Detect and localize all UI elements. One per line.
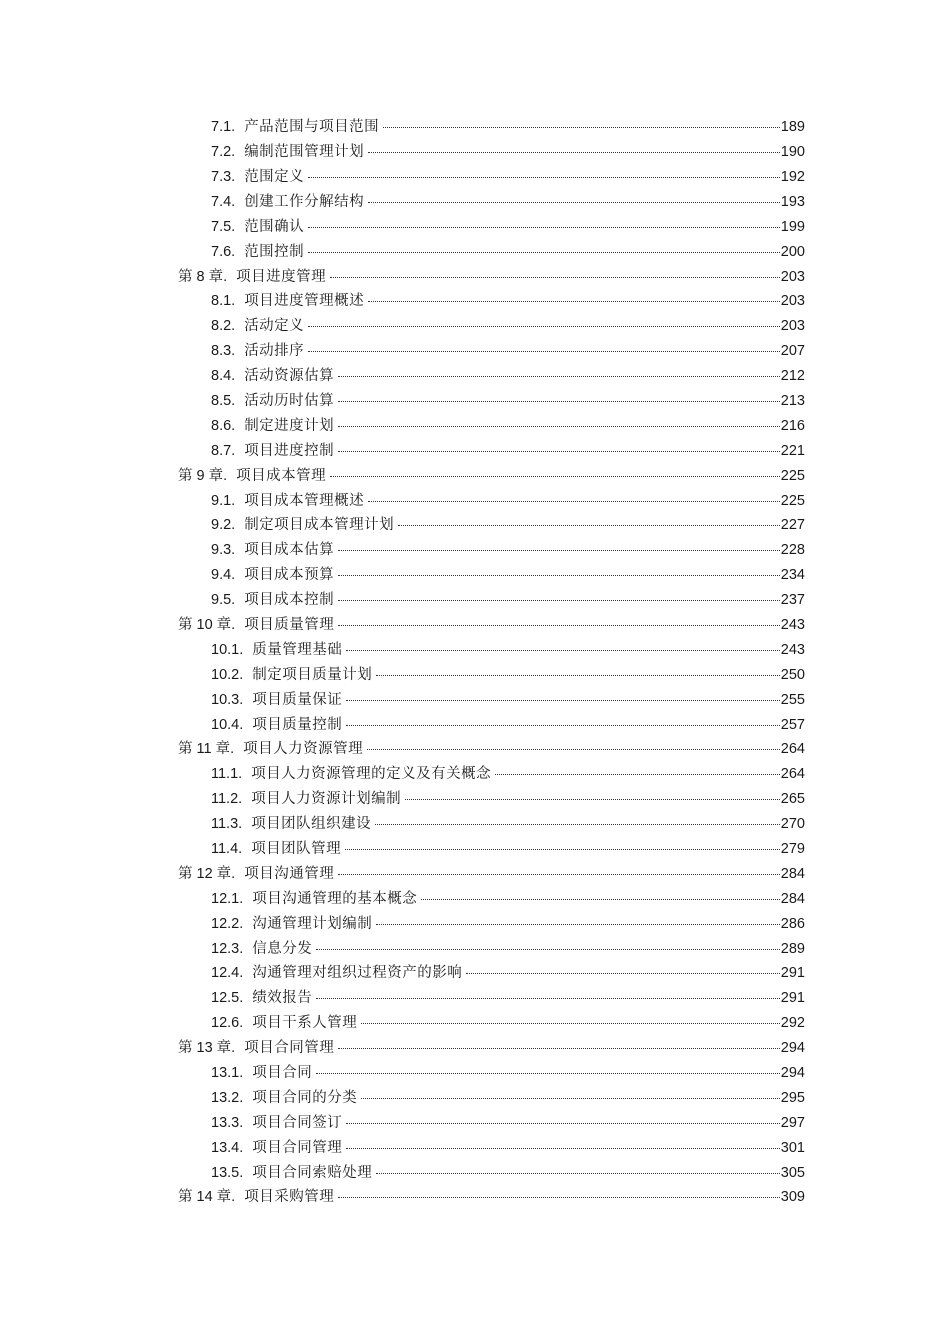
- dot-leader: [338, 1197, 780, 1198]
- toc-entry-page-number: 203: [780, 268, 805, 285]
- toc-entry-inner: [211, 892, 950, 907]
- toc-entry-number: 8.3.: [211, 343, 236, 360]
- toc-section-entry[interactable]: [0, 712, 950, 737]
- dot-leader: [338, 376, 780, 377]
- toc-entry-title: 范围确认: [244, 218, 305, 235]
- toc-entry-inner: [211, 369, 950, 384]
- toc-chapter-entry[interactable]: [0, 862, 950, 887]
- toc-entry-page-number: 284: [780, 890, 805, 907]
- toc-section-entry[interactable]: [0, 239, 950, 264]
- toc-entry-number: 13.1.: [211, 1065, 244, 1082]
- toc-entry-inner: [211, 394, 950, 409]
- toc-entry-inner: [211, 1116, 950, 1131]
- toc-section-entry[interactable]: [0, 115, 950, 140]
- toc-entry-number: 7.5.: [211, 218, 236, 235]
- toc-section-entry[interactable]: [0, 364, 950, 389]
- toc-section-entry[interactable]: [0, 414, 950, 439]
- toc-entry-inner: [211, 1091, 950, 1106]
- toc-entry-page-number: 203: [780, 318, 805, 335]
- toc-entry-inner: [211, 294, 950, 309]
- dot-leader: [338, 874, 780, 875]
- toc-entry-title: 编制范围管理计划: [244, 144, 365, 161]
- toc-entry-title: 范围定义: [244, 168, 305, 185]
- dot-leader: [376, 1173, 780, 1174]
- toc-section-entry[interactable]: [0, 961, 950, 986]
- dot-leader: [338, 426, 780, 427]
- toc-entry-title: 活动排序: [244, 343, 305, 360]
- toc-entry-number: 12.2.: [211, 915, 244, 932]
- toc-entry-title: 项目合同管理: [252, 1139, 343, 1156]
- toc-entry-page-number: 199: [780, 218, 805, 235]
- toc-entry-inner: [178, 1041, 950, 1056]
- toc-entry-number: 7.1.: [211, 119, 236, 136]
- toc-entry-page-number: 279: [780, 841, 805, 858]
- dot-leader: [367, 749, 780, 750]
- toc-entry-page-number: 207: [780, 343, 805, 360]
- toc-entry-page-number: 189: [780, 119, 805, 136]
- toc-section-entry[interactable]: [0, 339, 950, 364]
- toc-entry-inner: [211, 518, 950, 533]
- toc-entry-number: 13.3.: [211, 1114, 244, 1131]
- toc-entry-number: 9.3.: [211, 542, 236, 559]
- toc-entry-number: 第 12 章.: [178, 865, 236, 882]
- toc-section-entry[interactable]: [0, 563, 950, 588]
- toc-section-entry[interactable]: [0, 190, 950, 215]
- toc-entry-page-number: 228: [780, 542, 805, 559]
- toc-section-entry[interactable]: [0, 314, 950, 339]
- toc-section-entry[interactable]: [0, 837, 950, 862]
- toc-entry-page-number: 265: [780, 791, 805, 808]
- toc-entry-title: 项目质量管理: [244, 617, 335, 633]
- toc-entry-inner: [178, 867, 950, 882]
- toc-entry-number: 12.5.: [211, 990, 244, 1007]
- toc-entry-page-number: 264: [780, 766, 805, 783]
- toc-entry-title: 项目沟通管理: [244, 865, 335, 882]
- dot-leader: [330, 277, 780, 278]
- toc-entry-inner: [211, 494, 950, 509]
- toc-section-entry[interactable]: [0, 812, 950, 837]
- toc-chapter-entry[interactable]: [0, 463, 950, 488]
- toc-entry-number: 12.6.: [211, 1015, 244, 1032]
- toc-entry-title: 项目干系人管理: [252, 1015, 358, 1032]
- toc-entry-inner: [211, 195, 950, 210]
- toc-entry-page-number: 237: [780, 592, 805, 609]
- toc-section-entry[interactable]: [0, 439, 950, 464]
- toc-section-entry[interactable]: [0, 787, 950, 812]
- toc-entry-title: 项目成本控制: [244, 592, 335, 609]
- toc-entry-number: 9.1.: [211, 492, 236, 509]
- toc-entry-inner: [211, 245, 950, 260]
- toc-entry-title: 项目团队管理: [251, 841, 342, 858]
- toc-entry-number: 9.4.: [211, 567, 236, 584]
- toc-entry-title: 创建工作分解结构: [244, 193, 365, 210]
- toc-chapter-entry[interactable]: [0, 264, 950, 289]
- toc-section-entry[interactable]: [0, 488, 950, 513]
- toc-entry-title: 产品范围与项目范围: [244, 119, 380, 136]
- toc-entry-title: 项目成本管理: [236, 467, 327, 484]
- toc-entry-inner: [178, 742, 950, 757]
- toc-entry-title: 活动历时估算: [244, 392, 335, 409]
- toc-section-entry[interactable]: [0, 687, 950, 712]
- toc-entry-page-number: 250: [780, 666, 805, 683]
- toc-entry-page-number: 225: [780, 492, 805, 509]
- toc-entry-number: 12.1.: [211, 890, 244, 907]
- toc-entry-inner: [211, 942, 950, 957]
- dot-leader: [345, 849, 780, 850]
- toc-entry-inner: [211, 319, 950, 334]
- toc-entry-number: 8.4.: [211, 368, 236, 385]
- toc-entry-title: 制定项目成本管理计划: [244, 517, 395, 534]
- toc-entry-page-number: 190: [780, 144, 805, 161]
- toc-entry-inner: [211, 643, 950, 658]
- toc-entry-title: 项目质量控制: [252, 716, 343, 733]
- dot-leader: [316, 998, 780, 999]
- toc-chapter-entry[interactable]: [0, 737, 950, 762]
- dot-leader: [368, 501, 780, 502]
- toc-entry-inner: [211, 1166, 950, 1181]
- toc-entry-number: 12.3.: [211, 940, 244, 957]
- toc-entry-title: 活动资源估算: [244, 368, 335, 385]
- toc-entry-inner: [211, 1141, 950, 1156]
- toc-section-entry[interactable]: [0, 1160, 950, 1185]
- toc-entry-inner: [211, 1066, 950, 1081]
- dot-leader: [495, 774, 780, 775]
- toc-entry-inner: [211, 120, 950, 135]
- toc-section-entry[interactable]: [0, 638, 950, 663]
- toc-section-entry[interactable]: [0, 215, 950, 240]
- toc-entry-title: 质量管理基础: [252, 641, 343, 658]
- toc-entry-title: 项目人力资源管理: [243, 741, 364, 758]
- toc-entry-inner: [211, 991, 950, 1006]
- toc-entry-number: 第 11 章.: [178, 741, 235, 758]
- toc-entry-page-number: 291: [780, 990, 805, 1007]
- toc-entry-title: 项目采购管理: [244, 1189, 335, 1206]
- toc-entry-inner: [178, 270, 950, 285]
- toc-entry-title: 项目人力资源计划编制: [251, 791, 402, 808]
- dot-leader: [346, 1123, 780, 1124]
- toc-section-entry[interactable]: [0, 140, 950, 165]
- toc-entry-title: 绩效报告: [252, 990, 313, 1007]
- toc-entry-page-number: 294: [780, 1040, 805, 1057]
- toc-section-entry[interactable]: [0, 1086, 950, 1111]
- toc-entry-number: 11.1.: [211, 766, 243, 783]
- dot-leader: [316, 949, 780, 950]
- toc-entry-inner: [211, 145, 950, 160]
- toc-entry-page-number: 286: [780, 915, 805, 932]
- toc-entry-number: 10.2.: [211, 666, 244, 683]
- toc-entry-number: 第 10 章.: [178, 617, 236, 633]
- toc-entry-page-number: 216: [780, 417, 805, 434]
- toc-entry-page-number: 284: [780, 865, 805, 882]
- dot-leader: [405, 799, 780, 800]
- toc-entry-title: 项目合同: [252, 1065, 313, 1082]
- toc-entry-number: 13.4.: [211, 1139, 244, 1156]
- toc-entry-number: 9.2.: [211, 517, 236, 534]
- toc-entry-page-number: 225: [780, 467, 805, 484]
- dot-leader: [361, 1098, 780, 1099]
- toc-section-entry[interactable]: [0, 513, 950, 538]
- toc-chapter-entry[interactable]: [0, 1036, 950, 1061]
- toc-entry-number: 7.4.: [211, 193, 236, 210]
- toc-entry-number: 8.5.: [211, 392, 236, 409]
- toc-entry-inner: [211, 817, 950, 832]
- toc-entry-number: 7.6.: [211, 243, 236, 260]
- toc-entry-page-number: 193: [780, 193, 805, 210]
- toc-section-entry[interactable]: [0, 588, 950, 613]
- dot-leader: [346, 1148, 780, 1149]
- toc-entry-page-number: 270: [780, 816, 805, 833]
- dot-leader: [330, 476, 780, 477]
- toc-entry-number: 13.5.: [211, 1164, 244, 1181]
- toc-entry-title: 项目进度管理概述: [244, 293, 365, 310]
- toc-entry-number: 8.2.: [211, 318, 236, 335]
- toc-entry-inner: [211, 419, 950, 434]
- toc-entry-inner: [211, 220, 950, 235]
- toc-entry-page-number: 291: [780, 965, 805, 982]
- toc-entry-title: 制定项目质量计划: [252, 666, 373, 683]
- toc-entry-title: 项目进度控制: [244, 442, 335, 459]
- toc-entry-number: 第 9 章.: [178, 467, 228, 484]
- toc-entry-number: 13.2.: [211, 1089, 244, 1106]
- toc-section-entry[interactable]: [0, 762, 950, 787]
- toc-entry-title: 项目质量保证: [252, 691, 343, 708]
- dot-leader: [375, 824, 780, 825]
- toc-section-entry[interactable]: [0, 663, 950, 688]
- table-of-contents: [0, 115, 950, 1210]
- toc-entry-inner: [211, 718, 950, 733]
- toc-section-entry[interactable]: [0, 165, 950, 190]
- toc-entry-page-number: 200: [780, 243, 805, 260]
- toc-entry-title: 信息分发: [252, 940, 313, 957]
- dot-leader: [316, 1073, 780, 1074]
- toc-entry-title: 项目成本预算: [244, 567, 335, 584]
- toc-entry-inner: [211, 792, 950, 807]
- toc-section-entry[interactable]: [0, 389, 950, 414]
- toc-section-entry[interactable]: [0, 986, 950, 1011]
- toc-section-entry[interactable]: [0, 538, 950, 563]
- dot-leader: [338, 600, 780, 601]
- dot-leader: [338, 451, 780, 452]
- dot-leader: [346, 725, 780, 726]
- dot-leader: [346, 650, 780, 651]
- toc-entry-number: 7.3.: [211, 168, 236, 185]
- dot-leader: [376, 924, 780, 925]
- toc-entry-number: 11.2.: [211, 791, 243, 808]
- toc-chapter-entry[interactable]: [0, 1185, 950, 1210]
- toc-entry-title: 项目合同的分类: [252, 1089, 358, 1106]
- dot-leader: [308, 351, 780, 352]
- dot-leader: [338, 625, 780, 626]
- toc-entry-title: 项目进度管理: [236, 268, 327, 285]
- toc-entry-title: 范围控制: [244, 243, 305, 260]
- toc-entry-title: 项目合同索赔处理: [252, 1164, 373, 1181]
- toc-entry-page-number: 227: [780, 517, 805, 534]
- toc-entry-inner: [211, 1016, 950, 1031]
- toc-entry-inner: [178, 618, 950, 633]
- toc-entry-page-number: 309: [780, 1189, 805, 1206]
- toc-section-entry[interactable]: [0, 1136, 950, 1161]
- toc-entry-number: 8.1.: [211, 293, 236, 310]
- toc-entry-inner: [211, 767, 950, 782]
- toc-entry-number: 8.7.: [211, 442, 236, 459]
- toc-entry-inner: [211, 543, 950, 558]
- toc-entry-title: 活动定义: [244, 318, 305, 335]
- toc-entry-title: 项目人力资源管理的定义及有关概念: [251, 766, 492, 783]
- toc-entry-number: 第 8 章.: [178, 268, 228, 285]
- dot-leader: [308, 252, 780, 253]
- toc-entry-page-number: 212: [780, 368, 805, 385]
- dot-leader: [308, 177, 780, 178]
- toc-entry-title: 项目合同签订: [252, 1114, 343, 1131]
- toc-entry-title: 项目成本估算: [244, 542, 335, 559]
- toc-entry-page-number: 295: [780, 1089, 805, 1106]
- toc-section-entry[interactable]: [0, 936, 950, 961]
- toc-entry-number: 第 14 章.: [178, 1189, 236, 1206]
- toc-entry-inner: [211, 668, 950, 683]
- toc-entry-inner: [211, 593, 950, 608]
- toc-section-entry[interactable]: [0, 887, 950, 912]
- dot-leader: [338, 401, 780, 402]
- toc-entry-inner: [211, 344, 950, 359]
- toc-entry-page-number: 257: [780, 716, 805, 733]
- toc-entry-page-number: 203: [780, 293, 805, 310]
- toc-chapter-entry[interactable]: [0, 613, 950, 638]
- toc-entry-title: 项目合同管理: [244, 1040, 335, 1057]
- toc-entry-title: 项目成本管理概述: [244, 492, 365, 509]
- toc-entry-inner: [211, 170, 950, 185]
- toc-entry-title: 项目沟通管理的基本概念: [252, 890, 418, 907]
- toc-entry-number: 11.4.: [211, 841, 243, 858]
- dot-leader: [376, 675, 780, 676]
- dot-leader: [308, 326, 780, 327]
- dot-leader: [338, 1048, 780, 1049]
- dot-leader: [338, 550, 780, 551]
- toc-entry-title: 沟通管理计划编制: [252, 915, 373, 932]
- toc-entry-number: 第 13 章.: [178, 1040, 236, 1057]
- dot-leader: [368, 301, 780, 302]
- toc-entry-page-number: 243: [780, 641, 805, 658]
- toc-entry-inner: [211, 966, 950, 981]
- dot-leader: [421, 899, 780, 900]
- dot-leader: [361, 1023, 780, 1024]
- toc-section-entry[interactable]: [0, 1061, 950, 1086]
- toc-entry-inner: [211, 917, 950, 932]
- toc-entry-inner: [211, 842, 950, 857]
- dot-leader: [346, 700, 780, 701]
- toc-entry-page-number: 213: [780, 392, 805, 409]
- toc-section-entry[interactable]: [0, 289, 950, 314]
- toc-entry-page-number: 255: [780, 691, 805, 708]
- toc-entry-page-number: 292: [780, 1015, 805, 1032]
- toc-entry-page-number: 243: [780, 617, 805, 633]
- dot-leader: [398, 525, 780, 526]
- dot-leader: [383, 127, 780, 128]
- toc-entry-number: 8.6.: [211, 417, 236, 434]
- toc-entry-page-number: 234: [780, 567, 805, 584]
- toc-entry-page-number: 297: [780, 1114, 805, 1131]
- toc-entry-number: 10.3.: [211, 691, 244, 708]
- dot-leader: [368, 152, 780, 153]
- toc-entry-number: 7.2.: [211, 144, 236, 161]
- toc-entry-inner: [211, 444, 950, 459]
- toc-entry-page-number: 305: [780, 1164, 805, 1181]
- dot-leader: [466, 973, 780, 974]
- dot-leader: [338, 575, 780, 576]
- toc-entry-title: 沟通管理对组织过程资产的影响: [252, 965, 463, 982]
- toc-entry-inner: [211, 568, 950, 583]
- toc-entry-page-number: 221: [780, 442, 805, 459]
- toc-entry-number: 10.4.: [211, 716, 244, 733]
- toc-entry-number: 12.4.: [211, 965, 244, 982]
- toc-entry-page-number: 264: [780, 741, 805, 758]
- toc-entry-title: 制定进度计划: [244, 417, 335, 434]
- toc-entry-inner: [178, 1190, 950, 1205]
- toc-entry-page-number: 192: [780, 168, 805, 185]
- toc-entry-page-number: 289: [780, 940, 805, 957]
- toc-entry-number: 11.3.: [211, 816, 243, 833]
- toc-section-entry[interactable]: [0, 1111, 950, 1136]
- toc-entry-number: 9.5.: [211, 592, 236, 609]
- dot-leader: [308, 227, 780, 228]
- toc-entry-inner: [178, 469, 950, 484]
- toc-section-entry[interactable]: [0, 912, 950, 937]
- dot-leader: [368, 202, 780, 203]
- toc-entry-inner: [211, 693, 950, 708]
- toc-entry-number: 10.1.: [211, 641, 244, 658]
- toc-section-entry[interactable]: [0, 1011, 950, 1036]
- toc-entry-title: 项目团队组织建设: [251, 816, 372, 833]
- toc-entry-page-number: 294: [780, 1065, 805, 1082]
- toc-entry-page-number: 301: [780, 1139, 805, 1156]
